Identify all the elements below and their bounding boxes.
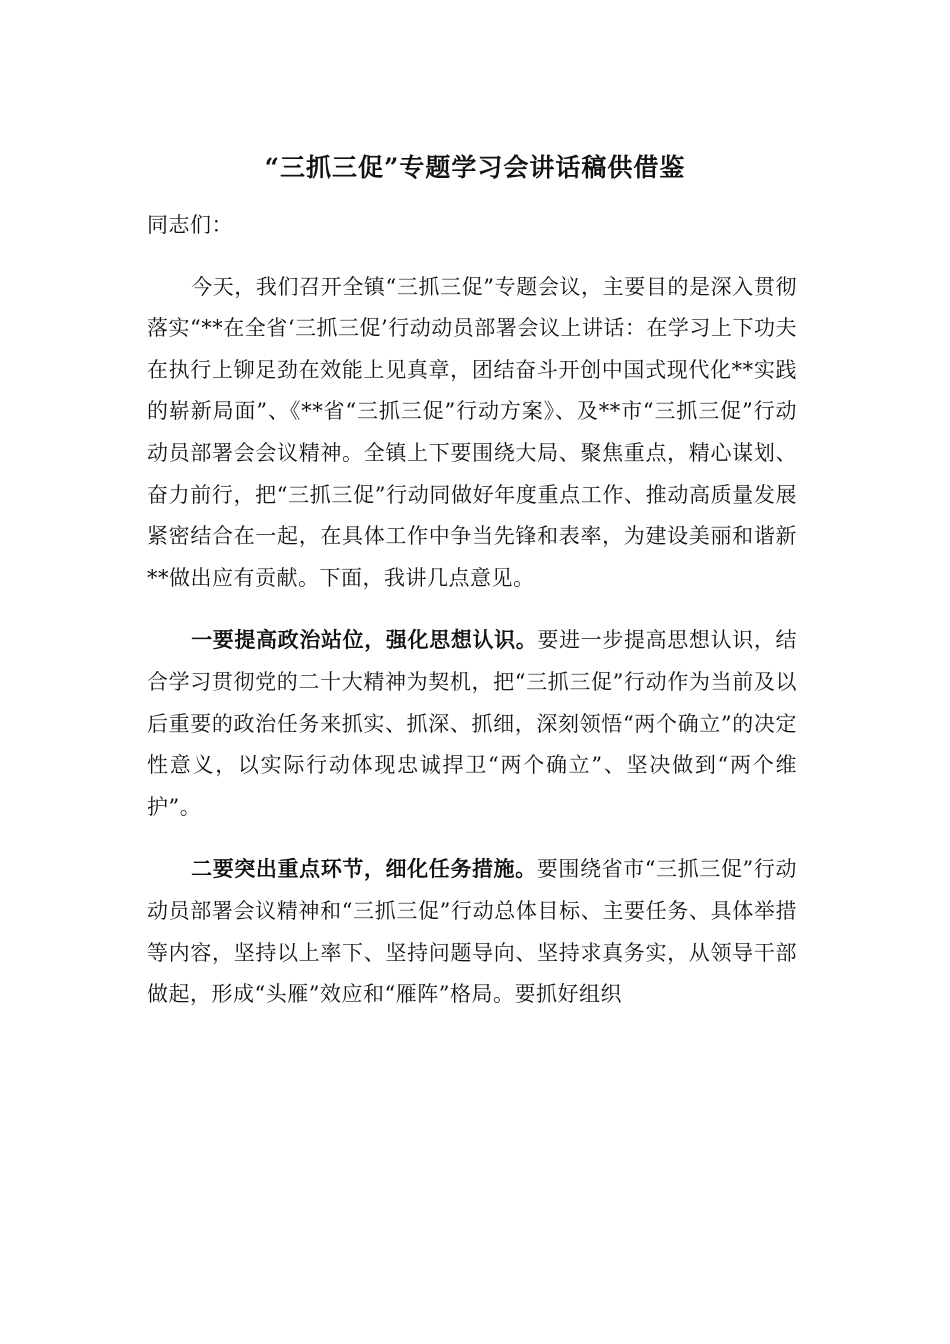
point-two-text: 要围绕省市“三抓三促”行动动员部署会议精神和“三抓三促”行动总体目标、主要任务、具体举措等内容，坚持以上率下、坚持问题导向、坚持求真务实，从领导干部做起，形成“头雁”效应和“雁阵”格局。要抓好组织 xyxy=(147,857,797,1007)
point-one-paragraph xyxy=(147,619,797,828)
point-two-paragraph xyxy=(147,848,797,1015)
document-title: “三抓三促”专题学习会讲话稿供借鉴 xyxy=(264,153,686,182)
point-one-text: 要进一步提高思想认识，结合学习贯彻党的二十大精神为契机，把“三抓三促”行动作为当前及以后重要的政治任务来抓实、抓深、抓细，深刻领悟“两个确立”的决定性意义，以实际行动体现忠诚捍卫“两个确立”、坚决做到“两个维护”。 xyxy=(147,628,798,819)
intro-paragraph: 今天，我们召开全镇“三抓三促”专题会议，主要目的是深入贯彻落实“**在全省‘三抓三促’行动动员部署会议上讲话：在学习上下功夫在执行上铆足劲在效能上见真章，团结奋斗开创中国式现代化**实践的崭新局面”、《**省“三抓三促”行动方案》、及**市“三抓三促”行动动员部署会会议精神。全镇上下要围绕大局、聚焦重点，精心谋划、奋力前行，把“三抓三促”行动同做好年度重点工作、推动高质量发展紧密结合在一起，在具体工作中争当先锋和表率，为建设美丽和谐新**做出应有贡献。下面，我讲几点意见。 xyxy=(147,274,797,590)
document-body xyxy=(147,205,797,1036)
point-two-heading: 二要突出重点环节，细化任务措施。 xyxy=(191,856,537,882)
point-one-heading: 一要提高政治站位，强化思想认识。 xyxy=(191,627,538,653)
salutation: 同志们： xyxy=(147,213,233,237)
